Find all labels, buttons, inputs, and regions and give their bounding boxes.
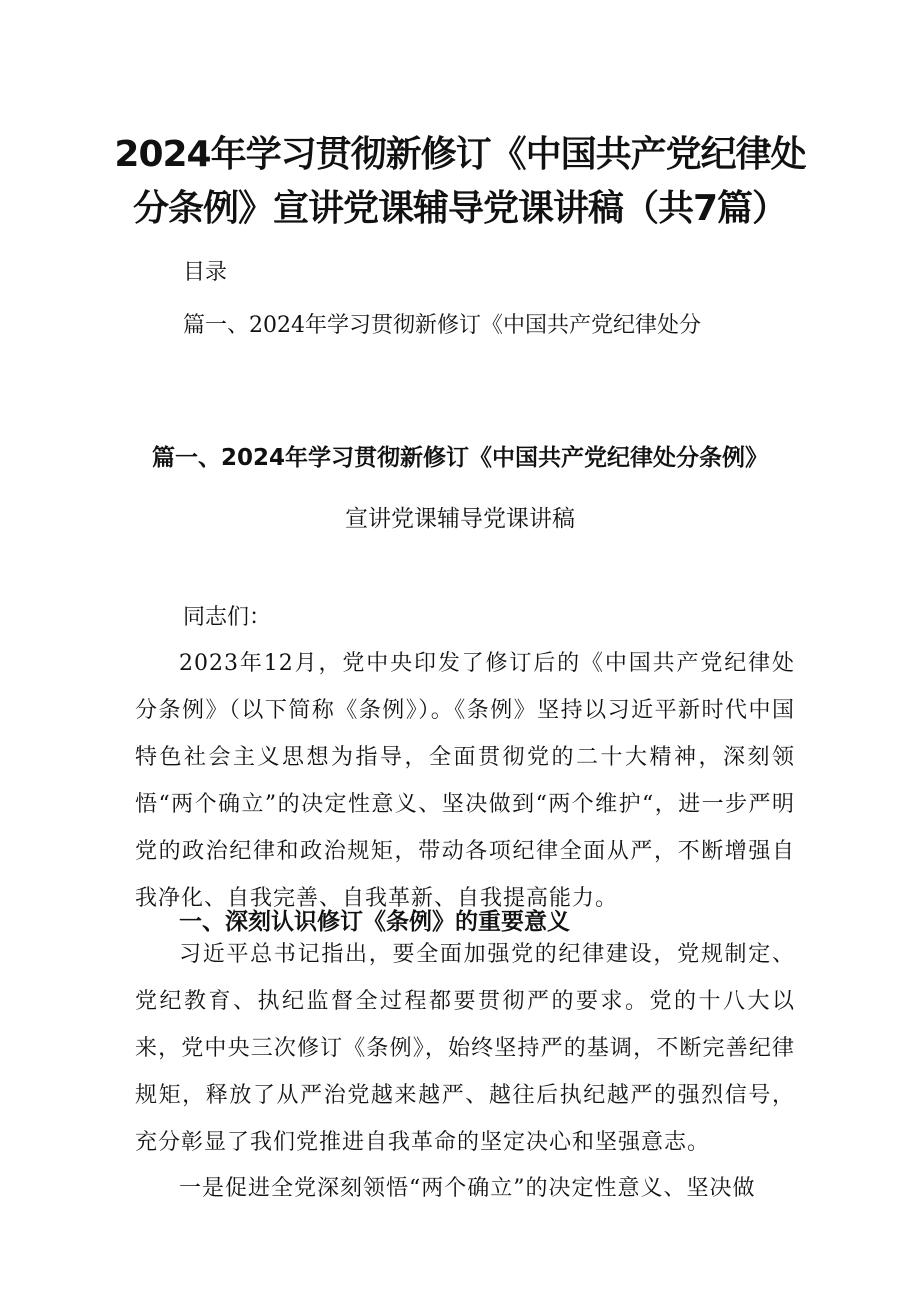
document-title: 2024年学习贯彻新修订《中国共产党纪律处分条例》宣讲党课辅导党课讲稿（共7篇） xyxy=(114,134,806,229)
body-paragraph-3: 一是促进全党深刻领悟“两个确立”的决定性意义、坚决做 xyxy=(179,1176,756,1201)
subheading-1: 一、深刻认识修订《条例》的重要意义 xyxy=(179,909,570,935)
body-paragraph-1: 2023年12月，党中央印发了修订后的《中国共产党纪律处分条例》（以下简称《条例》）。《条例》坚持以习近平新时代中国特色社会主义思想为指导，全面贯彻党的二十大精神，深刻领悟“两个确立”的决定性意义、坚决做到“两个维护“，进一步严明党的政治纪律和政治规矩，带动各项纪律全面从严，不断增强自我净化、自我完善、自我革新、自我提高能力。 xyxy=(135,651,795,911)
toc-heading: 目录 xyxy=(183,260,228,285)
toc-item[interactable]: 篇一、2024年学习贯彻新修订《中国共产党纪律处分 xyxy=(183,313,701,338)
section-title-line-1: 篇一、2024年学习贯彻新修订《中国共产党纪律处分条例》 xyxy=(151,445,768,471)
body-paragraph-2: 习近平总书记指出，要全面加强党的纪律建设，党规制定、党纪教育、执纪监督全过程都要贯彻严的要求。党的十八大以来，党中央三次修订《条例》，始终坚持严的基调，不断完善纪律规矩，释放了从严治党越来越严、越往后执纪越严的强烈信号，充分彰显了我们党推进自我革命的坚定决心和坚强意志。 xyxy=(135,942,795,1155)
salutation: 同志们： xyxy=(183,605,272,630)
section-title-line-2: 宣讲党课辅导党课讲稿 xyxy=(345,506,575,532)
